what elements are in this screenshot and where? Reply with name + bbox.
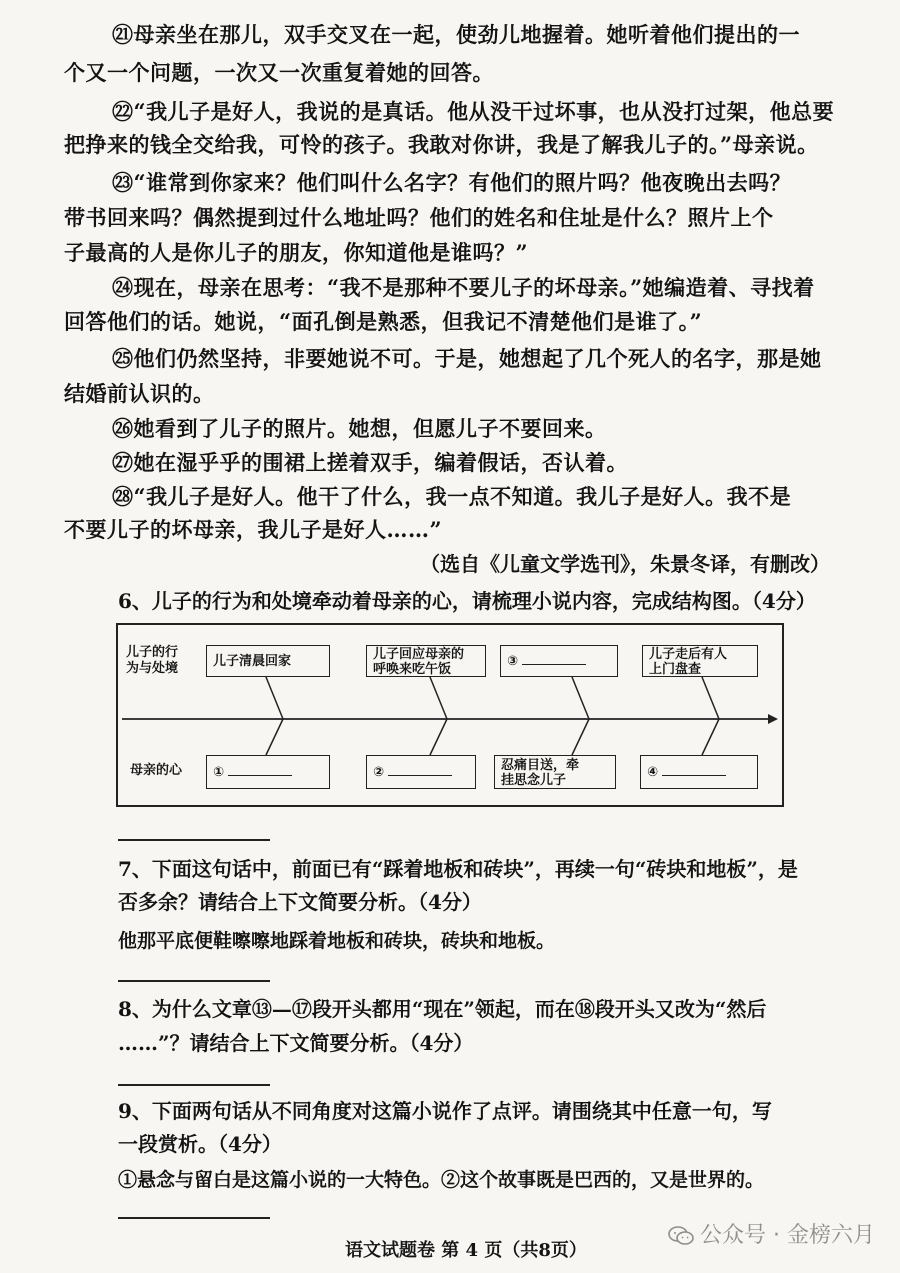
wechat-icon bbox=[668, 1226, 694, 1246]
answer-blank[interactable] bbox=[388, 765, 452, 776]
diagram-box-top-4: 儿子走后有人 上门盘查 bbox=[642, 645, 758, 677]
paragraph-number: ㉔ bbox=[112, 275, 134, 300]
question-6-prompt: 6、儿子的行为和处境牵动着母亲的心，请梳理小说内容，完成结构图。（4分） bbox=[118, 589, 816, 613]
paragraph-line: 回答他们的话。她说，“面孔倒是熟悉，但我记不清楚他们是谁了。” bbox=[64, 309, 703, 334]
paragraph-line: 个又一个问题，一次又一次重复着她的回答。 bbox=[64, 60, 494, 85]
question-9-quote: ①悬念与留白是这篇小说的一大特色。②这个故事既是巴西的，又是世界的。 bbox=[118, 1169, 765, 1191]
question-9-line: 一段赏析。（4分） bbox=[118, 1132, 282, 1156]
question-7-line: 7、下面这句话中，前面已有“踩着地板和砖块”，再续一句“砖块和地板”，是 bbox=[118, 857, 798, 881]
paragraph-line: “我儿子是好人，我说的是真话。他从没干过坏事，也从没打过架，他总要 bbox=[133, 99, 835, 124]
diagram-box-bottom-4[interactable]: ④ bbox=[640, 755, 758, 789]
page-footer: 语文试题卷 第 4 页（共8页） bbox=[345, 1240, 587, 1261]
paragraph-line: 她看到了儿子的照片。她想，但愿儿子不要回来。 bbox=[133, 416, 607, 441]
answer-blank[interactable] bbox=[228, 765, 292, 776]
diagram-box-top-2: 儿子回应母亲的 呼唤来吃午饭 bbox=[366, 645, 486, 677]
paragraph-line: 他们仍然坚持，非要她说不可。于是，她想起了几个死人的名字，那是她 bbox=[133, 346, 822, 371]
paragraph-line: 不要儿子的坏母亲，我儿子是好人……” bbox=[64, 517, 443, 542]
answer-line-q6[interactable] bbox=[118, 839, 270, 841]
paragraph-line: 她在湿乎乎的围裙上搓着双手，编着假话，否认着。 bbox=[133, 450, 628, 475]
paragraph-number: ㉓ bbox=[112, 170, 134, 195]
structure-diagram bbox=[116, 623, 784, 807]
question-7-line: 否多余？请结合上下文简要分析。（4分） bbox=[118, 890, 482, 914]
paragraph-number: ㉗ bbox=[112, 450, 134, 475]
paragraph-number: ㉖ bbox=[112, 416, 134, 441]
paragraph-number: ㉘ bbox=[112, 484, 134, 509]
answer-blank[interactable] bbox=[522, 654, 586, 665]
question-7-quote: 他那平底便鞋嚓嚓地踩着地板和砖块，砖块和地板。 bbox=[118, 930, 556, 952]
answer-line-q9[interactable] bbox=[118, 1217, 270, 1219]
paragraph-line: 现在，母亲在思考：“我不是那种不要儿子的坏母亲。”她编造着、寻找着 bbox=[133, 275, 815, 300]
question-8-line: ……”？请结合上下文简要分析。（4分） bbox=[118, 1031, 474, 1055]
diagram-box-top-3[interactable]: ③ bbox=[500, 645, 618, 677]
paragraph-line: 结婚前认识的。 bbox=[64, 381, 215, 406]
watermark-text: 公众号 · 金榜六月 bbox=[700, 1223, 875, 1248]
paragraph-number: ㉒ bbox=[112, 99, 134, 124]
answer-blank[interactable] bbox=[662, 765, 726, 776]
diagram-box-top-1: 儿子清晨回家 bbox=[206, 645, 330, 677]
answer-line-q7[interactable] bbox=[118, 980, 270, 982]
paragraph-line: 子最高的人是你儿子的朋友，你知道他是谁吗？” bbox=[64, 240, 529, 265]
paragraph-line: 带书回来吗？偶然提到过什么地址吗？他们的姓名和住址是什么？照片上个 bbox=[64, 205, 774, 230]
row-label-son: 儿子的行 为与处境 bbox=[126, 645, 179, 676]
watermark bbox=[668, 1218, 875, 1249]
answer-line-q8[interactable] bbox=[118, 1084, 270, 1086]
paragraph-line: “谁常到你家来？他们叫什么名字？有他们的照片吗？他夜晚出去吗？ bbox=[133, 170, 792, 195]
diagram-box-bottom-1[interactable]: ① bbox=[206, 755, 330, 789]
paragraph-line: “我儿子是好人。他干了什么，我一点不知道。我儿子是好人。我不是 bbox=[133, 484, 792, 509]
row-label-mother: 母亲的心 bbox=[130, 763, 183, 778]
paragraph-line: 母亲坐在那儿，双手交叉在一起，使劲儿地握着。她听着他们提出的一 bbox=[133, 22, 800, 47]
diagram-box-bottom-2[interactable]: ② bbox=[366, 755, 476, 789]
question-9-line: 9、下面两句话从不同角度对这篇小说作了点评。请围绕其中任意一句，写 bbox=[118, 1099, 772, 1123]
paragraph-number: ㉑ bbox=[112, 22, 134, 47]
diagram-box-bottom-3: 忍痛目送，牵 挂思念儿子 bbox=[494, 755, 616, 789]
question-8-line: 8、为什么文章⑬—⑰段开头都用“现在”领起，而在⑱段开头又改为“然后 bbox=[118, 997, 767, 1021]
source-citation: （选自《儿童文学选刊》，朱景冬译，有删改） bbox=[420, 552, 830, 576]
paragraph-number: ㉕ bbox=[112, 346, 134, 371]
paragraph-line: 把挣来的钱全交给我，可怜的孩子。我敢对你讲，我是了解我儿子的。”母亲说。 bbox=[64, 132, 819, 157]
